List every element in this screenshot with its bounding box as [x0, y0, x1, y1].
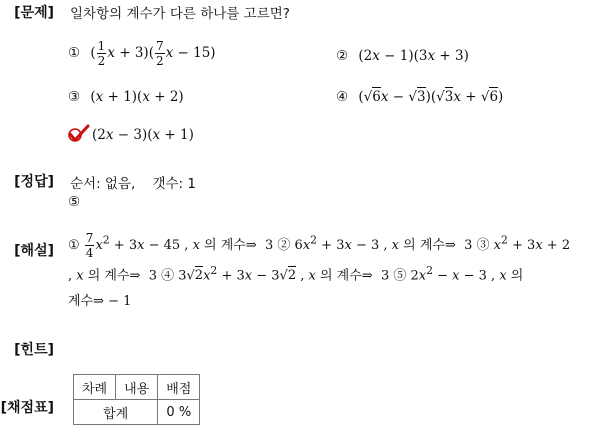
answer-circle: ⑤ — [68, 194, 81, 210]
score-header-order: 차례 — [74, 375, 116, 400]
explanation-line-3: 계수⇒ − 1 — [68, 294, 132, 309]
option-4[interactable]: ④ (√6x − √3)(√3x + √6) — [336, 89, 504, 105]
question-text: 일차항의 계수가 다른 하나를 고르면? — [70, 6, 290, 22]
score-total-label: 합계 — [74, 400, 158, 425]
label-problem: [문제] — [14, 5, 54, 21]
option-3[interactable]: ③ (x + 1)(x + 2) — [68, 89, 184, 105]
label-explanation: [해설] — [14, 243, 54, 259]
checkmark-icon — [66, 124, 90, 144]
label-answer: [정답] — [14, 174, 54, 190]
answer-line — [70, 172, 196, 192]
option-1[interactable]: ① ( $\frac{1}{2}$ x + 3)( $\frac{7}{2}$ x − 15) — [68, 39, 216, 68]
score-header-content: 내용 — [116, 375, 158, 400]
answer-order: 순서: 없음, — [70, 176, 136, 192]
score-header-points: 배점 — [158, 375, 200, 400]
score-table — [73, 374, 200, 425]
option-2[interactable]: ② (2x − 1)(3x + 3) — [336, 48, 469, 64]
explanation-line-1: ① $\frac{7}{4}$ $x^2 + 3x - 45$ , x 의 계수⇒ 3 ② $6x^2 + 3x - 3$ , x 의 계수⇒ 3 ③ $x^2 + 3x + 2$ — [68, 231, 571, 260]
answer-count: 갯수: 1 — [152, 176, 196, 192]
label-hint: [힌트] — [14, 342, 54, 358]
label-score: [채점표] — [0, 400, 54, 416]
option-5[interactable]: (2x − 3)(x + 1) — [92, 127, 194, 143]
score-total-value: 0 % — [158, 400, 200, 425]
explanation-line-2: , x 의 계수⇒ 3 ④ $3√2x^2 + 3x - 3√2$ , x 의 계수⇒ 3 ⑤ $2x^2 - x - 3$ , x 의 — [68, 264, 524, 284]
